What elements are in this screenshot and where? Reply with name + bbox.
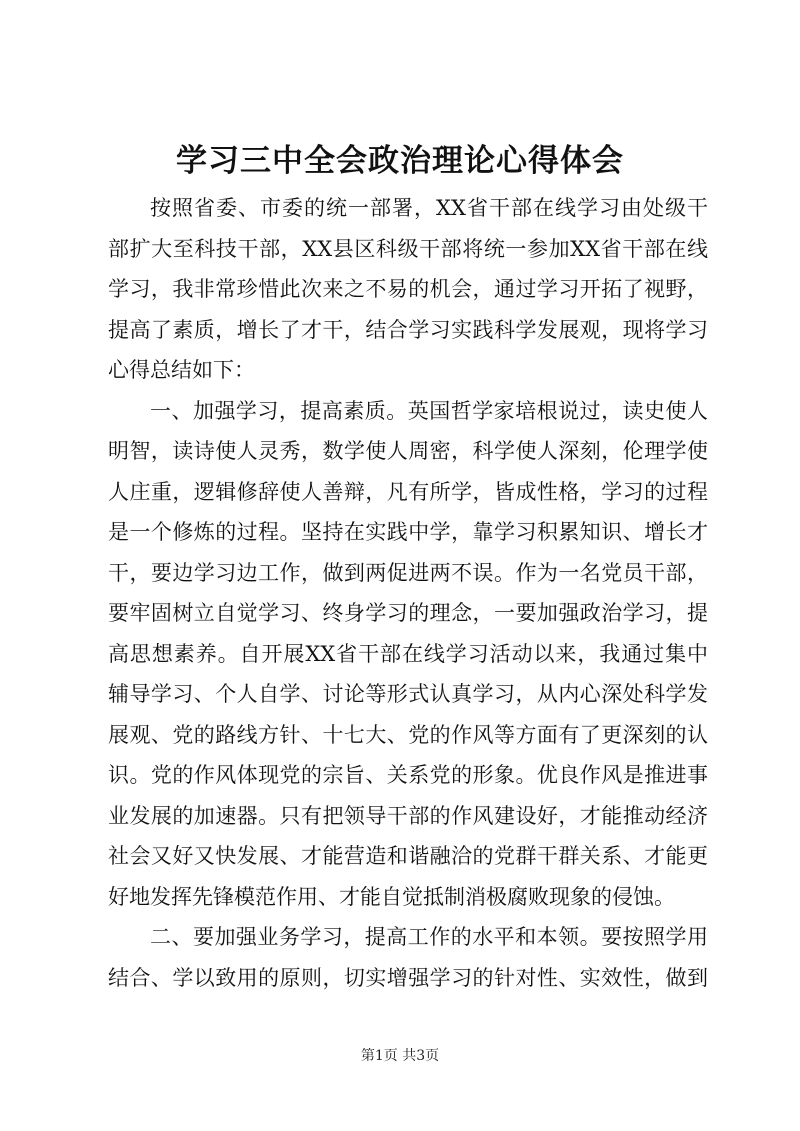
document-body [108,188,708,998]
paragraph-line: 辅导学习、个人自学、讨论等形式认真学习，从内心深处科学发 [108,682,708,706]
paragraph-line: 识。党的作风体现党的宗旨、关系党的形象。优良作风是推进事 [108,763,708,787]
paragraph-line: 业发展的加速器。只有把领导干部的作风建设好，才能推动经济 [108,803,708,828]
paragraph-line: 高思想素养。自开展XX省干部在线学习活动以来，我通过集中 [108,641,708,666]
paragraph-line: 心得总结如下： [108,358,255,382]
page-footer: 第1页 共3页 [360,1048,440,1064]
paragraph-line: 按照省委、市委的统一部署，XX省干部在线学习由处级干 [150,196,708,220]
paragraph-line: 要牢固树立自觉学习、终身学习的理念，一要加强政治学习，提 [108,601,708,625]
paragraph-line: 展观、党的路线方针、十七大、党的作风等方面有了更深刻的认 [108,722,708,747]
paragraph-line: 好地发挥先锋模范作用、才能自觉抵制消极腐败现象的侵蚀。 [108,884,675,909]
paragraph-line: 提高了素质，增长了才干，结合学习实践科学发展观，现将学习 [108,317,708,342]
paragraph-line: 社会又好又快发展、才能营造和谐融洽的党群干群关系、才能更 [108,844,708,868]
paragraph-line: 部扩大至科技干部，XX县区科级干部将统一参加XX省干部在线 [108,236,708,261]
paragraph-line: 明智，读诗使人灵秀，数学使人周密，科学使人深刻，伦理学使 [108,439,708,463]
paragraph-line: 二、要加强业务学习，提高工作的水平和本领。要按照学用 [150,925,708,949]
paragraph-line: 人庄重，逻辑修辞使人善辩，凡有所学，皆成性格，学习的过程 [108,479,708,504]
paragraph-line: 学习，我非常珍惜此次来之不易的机会，通过学习开拓了视野， [108,277,708,301]
paragraph-line: 是一个修炼的过程。坚持在实践中学，靠学习积累知识、增长才 [108,520,708,544]
document-title: 学习三中全会政治理论心得体会 [176,143,624,179]
paragraph-line: 干，要边学习边工作，做到两促进两不误。作为一名党员干部， [108,560,708,585]
paragraph-line: 一、加强学习，提高素质。英国哲学家培根说过，读史使人 [150,398,708,423]
paragraph-line: 结合、学以致用的原则，切实增强学习的针对性、实效性，做到 [108,965,708,990]
